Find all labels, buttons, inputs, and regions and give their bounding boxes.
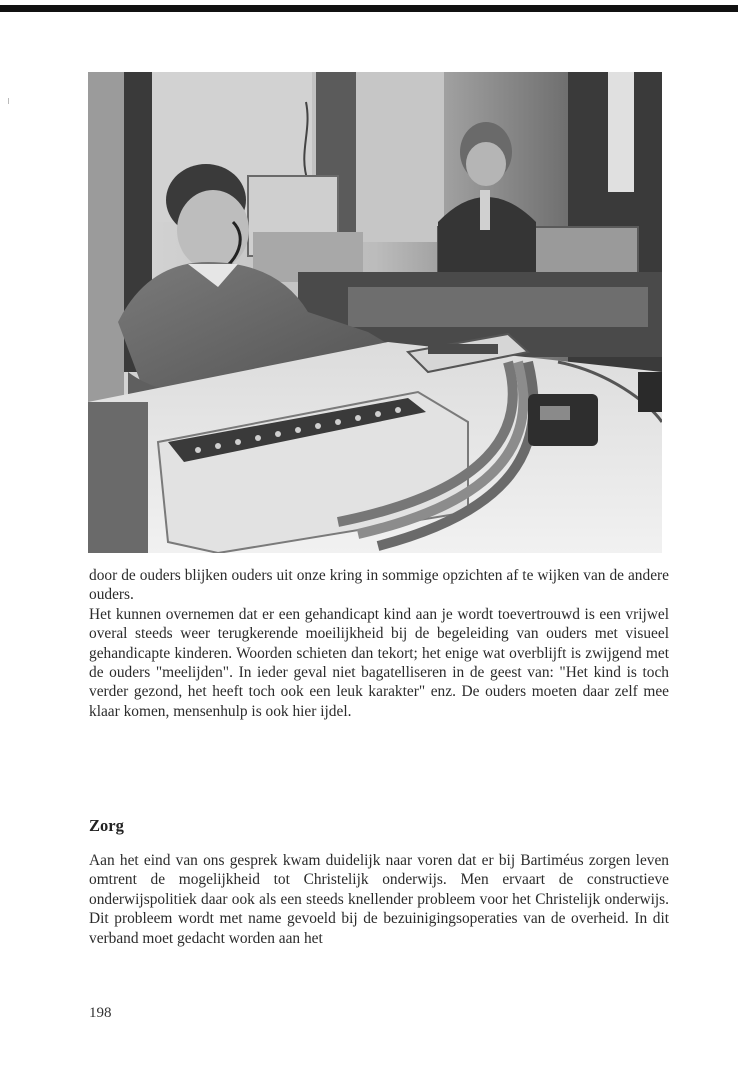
body-text-top xyxy=(89,566,669,721)
section-heading: Zorg xyxy=(89,816,124,835)
photograph xyxy=(88,72,662,553)
scan-margin-mark xyxy=(8,98,9,104)
section-paragraph: Aan het eind van ons gesprek kwam duidelijk naar voren dat er bij Bartiméus zorgen leven omtrent de mogelijkheid tot Christelijk onderwijs. Men ervaart de constructieve onderwijspolitiek daar ook als een steeds knellender probleem voor het Christelijk onderwijs. Dit probleem wordt met name gevoeld bij de bezuinigingsoperaties van de overheid. In dit verband moet gedacht worden aan het xyxy=(89,852,669,947)
photograph-icon xyxy=(88,72,662,553)
main-paragraph: Het kunnen overnemen dat er een gehandicapt kind aan je wordt toevertrouwd is een vrijwel overal steeds weer terugkerende moeilijkheid bij de begeleiding van ouders met visueel gehandicapte kinderen. Woorden schieten dan tekort; het enige wat overblijft is zwijgend met de ouders "meelijden". In ieder geval niet bagatelliseren in de geest van: "Het kind is toch verder gezond, het heeft toch ook een leuk karakter" enz. De ouders moeten daar zelf mee klaar komen, mensenhulp is ook hier ijdel. xyxy=(89,605,669,720)
intro-paragraph: door de ouders blijken ouders uit onze kring in sommige opzichten af te wijken van de andere ouders. xyxy=(89,567,669,604)
body-text-bottom xyxy=(89,851,669,948)
page-number: 198 xyxy=(89,1005,112,1021)
top-border-rule xyxy=(0,5,738,12)
